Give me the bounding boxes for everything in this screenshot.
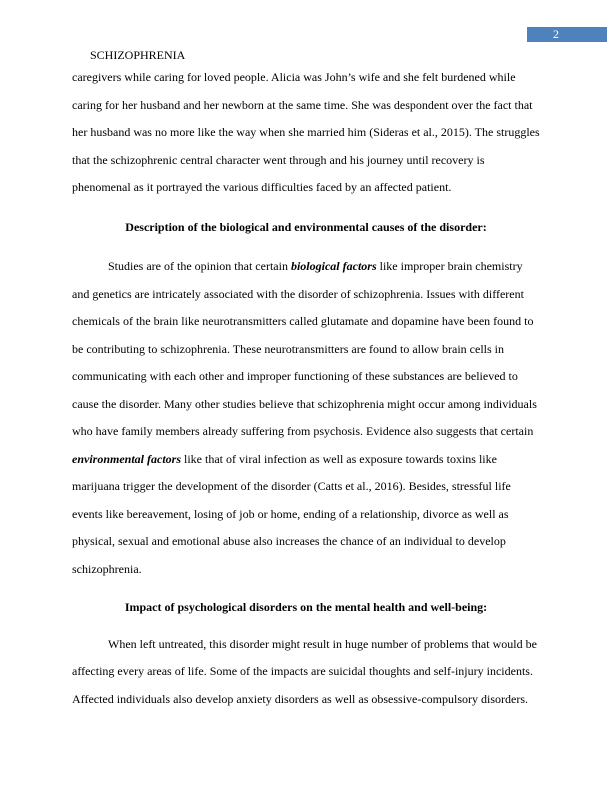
body-line: schizophrenia. <box>72 562 142 576</box>
body-line: affecting every areas of life. Some of the impacts are suicidal thoughts and self-injury incidents. <box>72 664 533 678</box>
body-line: cause the disorder. Many other studies believe that schizophrenia might occur among individuals <box>72 397 537 411</box>
body-text: like that of viral infection as well as exposure towards toxins like <box>181 452 497 466</box>
body-text: like improper brain chemistry <box>376 259 523 273</box>
body-line: phenomenal as it portrayed the various difficulties faced by an affected patient. <box>72 180 452 194</box>
body-line: Affected individuals also develop anxiety disorders as well as obsessive-compulsory disorders. <box>72 692 529 706</box>
body-line: be contributing to schizophrenia. These neurotransmitters are found to allow brain cells in <box>72 342 504 356</box>
body-line: events like bereavement, losing of job or home, ending of a relationship, divorce as well as <box>72 507 509 521</box>
body-line: who have family members already suffering from psychosis. Evidence also suggests that certain <box>72 424 534 438</box>
emphasis-biological-factors: biological factors <box>290 259 377 273</box>
body-line: When left untreated, this disorder might result in huge number of problems that would be <box>108 637 537 651</box>
body-line <box>108 259 523 273</box>
body-line: caregivers while caring for loved people. Alicia was John’s wife and she felt burdened while <box>72 70 516 84</box>
body-line: that the schizophrenic central character went through and his journey until recovery is <box>72 153 485 167</box>
running-head: SCHIZOPHRENIA <box>90 48 186 62</box>
section-heading-causes: Description of the biological and environmental causes of the disorder: <box>125 220 487 234</box>
section-heading-impact: Impact of psychological disorders on the mental health and well-being: <box>124 600 488 614</box>
body-line <box>72 452 497 466</box>
body-line: communicating with each other and improper functioning of these substances are believed to <box>72 369 518 383</box>
body-line: chemicals of the brain like neurotransmitters called glutamate and dopamine have been found to <box>72 314 534 328</box>
emphasis-environmental-factors: environmental factors <box>72 452 182 466</box>
body-line: physical, sexual and emotional abuse also increases the chance of an individual to develop <box>72 534 506 548</box>
body-line: marijuana trigger the development of the disorder (Catts et al., 2016). Besides, stressful life <box>72 479 511 493</box>
body-line: her husband was no more like the way when she married him (Sideras et al., 2015). The struggles <box>72 125 540 139</box>
page-number-badge <box>527 27 607 42</box>
body-line: caring for her husband and her newborn at the same time. She was despondent over the fact that <box>72 98 533 112</box>
page-number: 2 <box>553 27 559 41</box>
body-text: Studies are of the opinion that certain <box>108 259 291 273</box>
body-line: and genetics are intricately associated with the disorder of schizophrenia. Issues with different <box>72 287 524 301</box>
